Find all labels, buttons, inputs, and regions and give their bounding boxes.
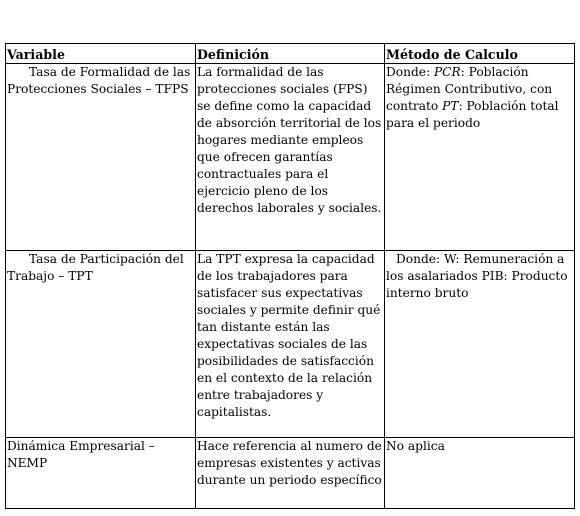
header-definicion: Definición [196,44,385,64]
method-cell [385,64,575,251]
variable-cell: Tasa de Participación del Trabajo – TPT [6,251,196,438]
header-variable: Variable [6,44,196,64]
method-cell: Donde: W: Remuneración a los asalariados PIB: Producto interno bruto [385,251,575,438]
table-header-row [6,44,575,64]
definition-cell: La TPT expresa la capacidad de los trabajadores para satisfacer sus expectativas sociales y permite definir qué tan distante están las expectativas sociales de las posibilidades de satisfacción en el contexto de la relación entre trabajadores y capitalistas. [196,251,385,438]
definition-cell: Hace referencia al numero de empresas existentes y activas durante un periodo específico [196,438,385,509]
table-row [6,251,575,438]
method-cell: No aplica [385,438,575,509]
variables-table [5,43,575,509]
method-text-1: : Población Régimen Contributivo, con contrato [386,65,553,113]
variable-cell: Tasa de Formalidad de las Protecciones Sociales – TFPS [6,64,196,251]
variable-cell: Dinámica Empresarial – NEMP [6,438,196,509]
table-row [6,438,575,509]
method-text-2: : Población total para el periodo [386,99,559,130]
method-var-pt: PT [442,99,459,113]
method-prefix: Donde: [386,65,434,79]
method-var-pcr: PCR [433,65,461,79]
table-row [6,64,575,251]
definition-cell: La formalidad de las protecciones sociales (FPS) se define como la capacidad de absorción territorial de los hogares mediante empleos que ofrecen garantías contractuales para el ejercicio pleno de los derechos laborales y sociales. [196,64,385,251]
header-metodo: Método de Calculo [385,44,575,64]
